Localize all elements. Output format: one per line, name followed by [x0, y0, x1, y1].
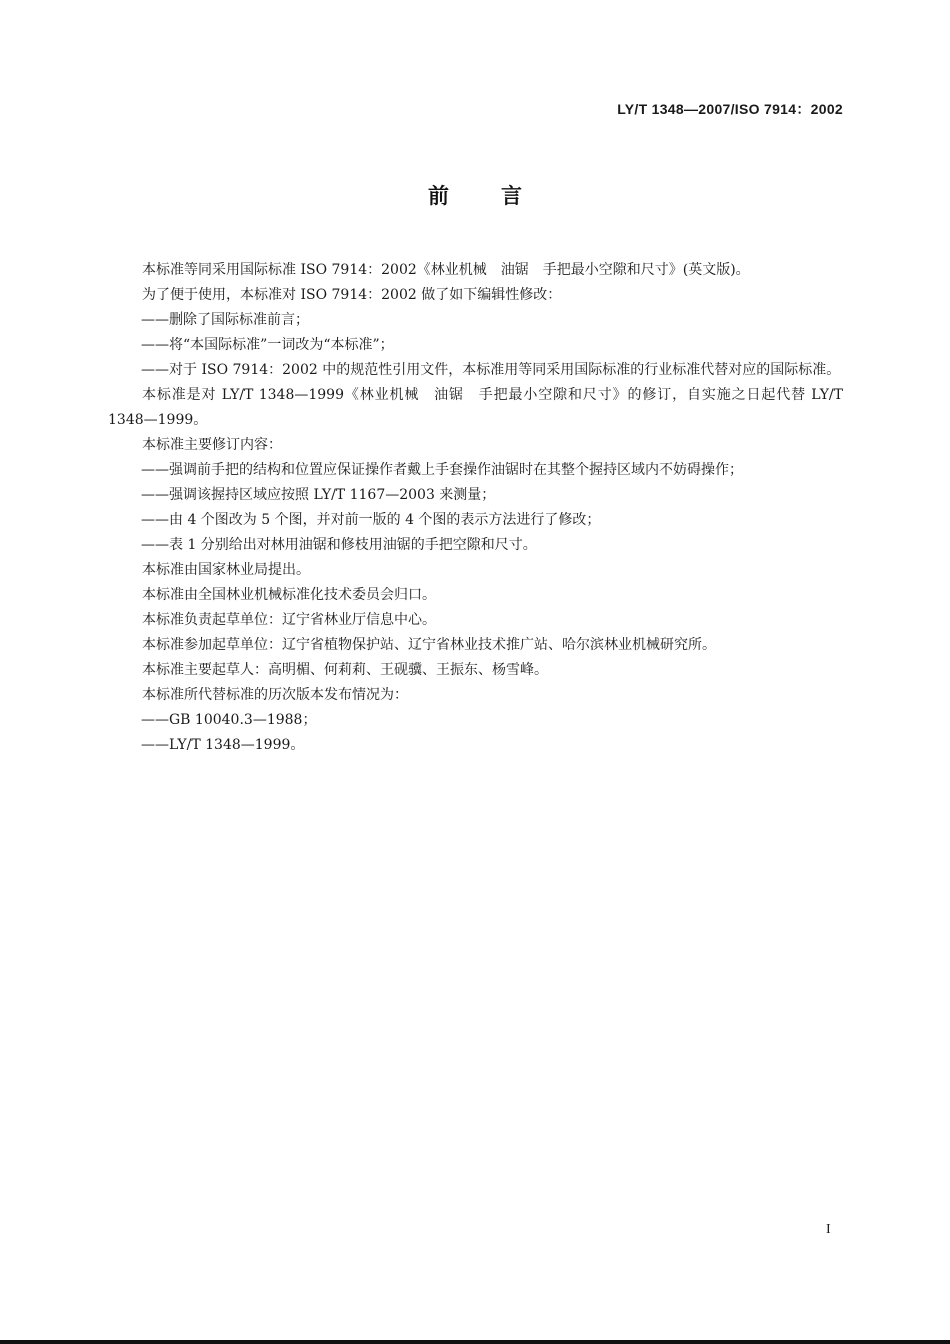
page-number: I: [826, 1222, 831, 1237]
list-item: ——将“本国际标准”一词改为“本标准”；: [141, 337, 394, 353]
paragraph-editorial-changes: 为了便于使用，本标准对 ISO 7914：2002 做了如下编辑性修改：: [142, 287, 562, 303]
paragraph-revision: 本标准是对 LY/T 1348—1999《林业机械 油锯 手把最小空隙和尺寸》的修订，自实施之日起代替 LY/T 1348—1999。: [108, 387, 843, 428]
paragraph-participating-units: 本标准参加起草单位：辽宁省植物保护站、辽宁省林业技术推广站、哈尔滨林业机械研究所。: [142, 637, 716, 653]
paragraph-drafters: 本标准主要起草人：高明楣、何莉莉、王砚骥、王振东、杨雪峰。: [142, 662, 548, 678]
list-item: ——LY/T 1348—1999。: [141, 737, 305, 753]
list-item: ——强调该握持区域应按照 LY/T 1167—2003 来测量；: [141, 487, 496, 503]
paragraph-drafting-unit: 本标准负责起草单位：辽宁省林业厅信息中心。: [142, 612, 436, 628]
paragraph-history: 本标准所代替标准的历次版本发布情况为：: [142, 687, 408, 703]
list-item: ——对于 ISO 7914：2002 中的规范性引用文件，本标准用等同采用国际标准的行业标准代替对应的国际标准。: [141, 362, 841, 378]
paragraph-main-changes: 本标准主要修订内容：: [142, 437, 282, 453]
bottom-rule: [0, 1340, 950, 1344]
list-item: ——删除了国际标准前言；: [141, 312, 309, 328]
list-item: ——GB 10040.3—1988；: [141, 712, 317, 728]
page-title: 前言: [428, 184, 574, 208]
list-item: ——表 1 分别给出对林用油锯和修枝用油锯的手把空隙和尺寸。: [141, 537, 537, 553]
standard-code: LY/T 1348—2007/ISO 7914：2002: [617, 101, 843, 117]
document-body: [108, 258, 843, 758]
list-item: ——强调前手把的结构和位置应保证操作者戴上手套操作油锯时在其整个握持区域内不妨碍操作；: [141, 462, 743, 478]
paragraph-centralized-by: 本标准由全国林业机械标准化技术委员会归口。: [142, 587, 436, 603]
paragraph-proposed-by: 本标准由国家林业局提出。: [142, 562, 310, 578]
list-item: ——由 4 个图改为 5 个图，并对前一版的 4 个图的表示方法进行了修改；: [141, 512, 601, 528]
paragraph-adoption: 本标准等同采用国际标准 ISO 7914：2002《林业机械 油锯 手把最小空隙和尺寸》(英文版)。: [142, 262, 750, 278]
